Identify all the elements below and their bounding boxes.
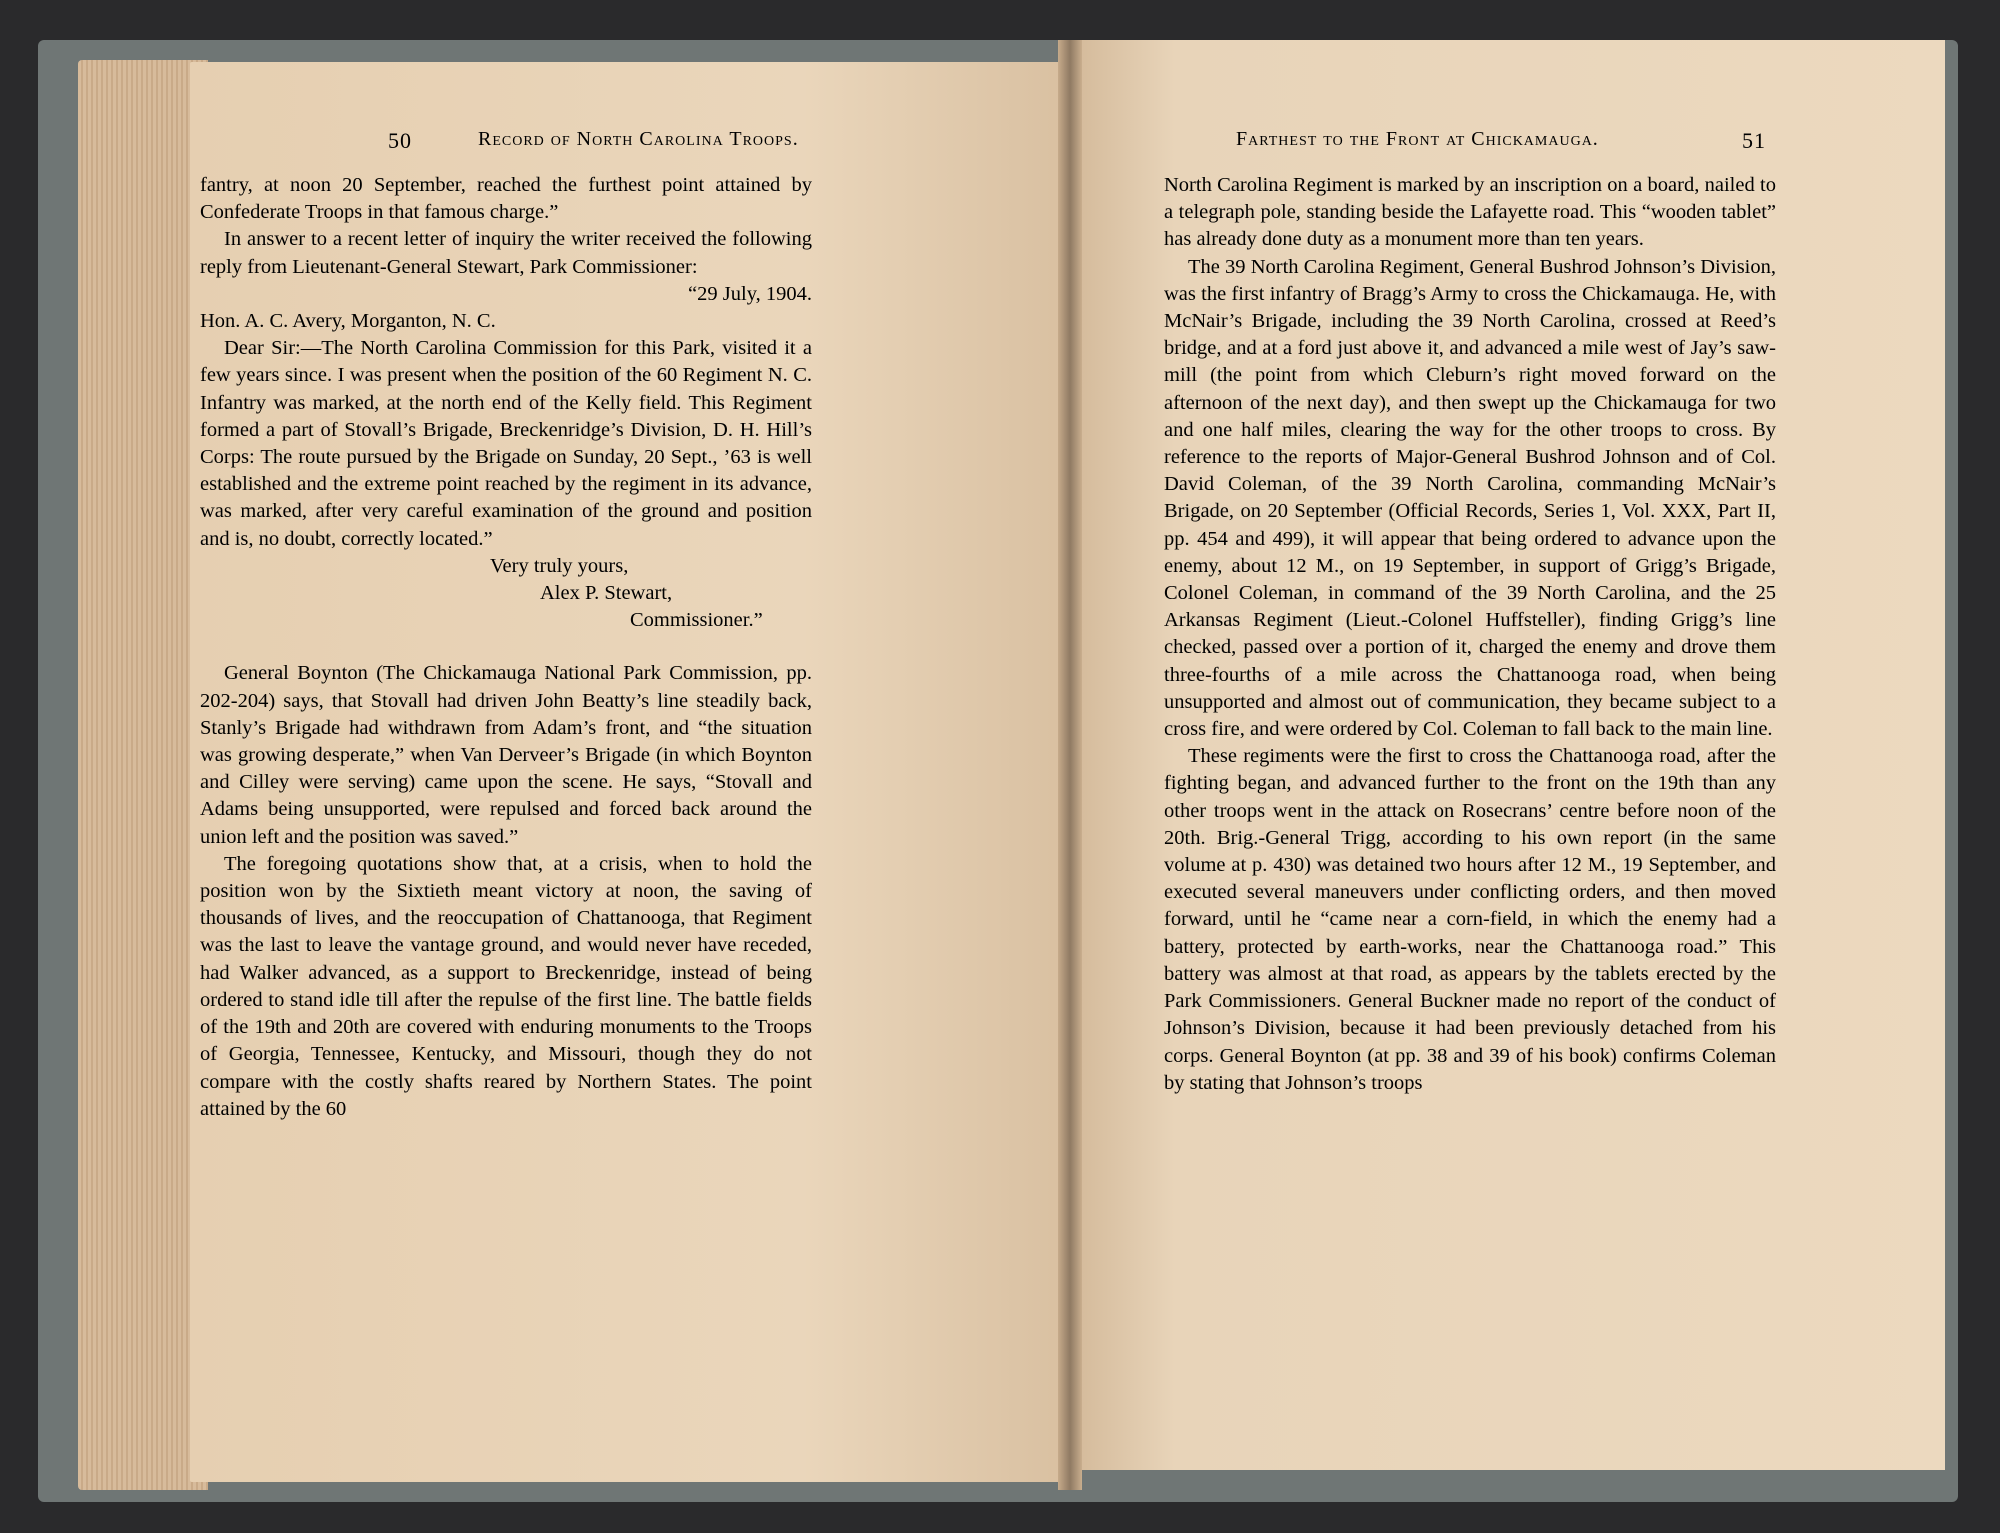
left-page-paragraph: fantry, at noon 20 September, reached the furthest point attained by Confederate Troops in that famous charge.” (200, 174, 812, 224)
gutter (1058, 40, 1082, 1490)
left-page-paragraph: “29 July, 1904. (688, 282, 812, 305)
right-page-number: 51 (1742, 128, 1766, 153)
left-page-paragraph: In answer to a recent letter of inquiry the writer received the following reply from Lieutenant-General Stewart, Park Commissioner: (200, 228, 812, 278)
left-page-paragraph: Very truly yours, (490, 554, 629, 577)
left-running-title: Record of North Carolina Troops. (478, 128, 799, 150)
right-page-paragraph: North Carolina Regiment is marked by an inscription on a board, nailed to a telegraph pole, standing beside the Lafayette road. This “wooden tablet” has already done duty as a monument more than ten years. (1164, 174, 1776, 251)
left-page-paragraph: The foregoing quotations show that, at a crisis, when to hold the position won by the Sixtieth meant victory at noon, the saving of thousands of lives, and the reoccupation of Chattanooga, that Regiment was the last to leave the vantage ground, and would never have receded, had Walker advanced, as a support to Breckenridge, instead of being ordered to stand idle till after the repulse of the first line. The battle fields of the 19th and 20th are covered with enduring monuments to the Troops of Georgia, Tennessee, Kentucky, and Missouri, though they do not compare with the costly shafts reared by Northern States. The point attained by the 60 (200, 852, 812, 1120)
left-page-paragraph: Hon. A. C. Avery, Morganton, N. C. (200, 310, 496, 333)
right-page-paragraph: The 39 North Carolina Regiment, General Bushrod Johnson’s Division, was the first infantry of Bragg’s Army to cross the Chickamauga. He, with McNair’s Brigade, including the 39 North Carolina, crossed at Reed’s bridge, and at a ford just above it, and advanced a mile west of Jay’s saw-mill (the point from which Cleburn’s right moved forward on the afternoon of the next day), and then swept up the Chickamauga for two and one half miles, clearing the way for the other troops to cross. By reference to the reports of Major-General Bushrod Johnson and of Col. David Coleman, of the 39 North Carolina, commanding McNair’s Brigade, on 20 September (Official Records, Series 1, Vol. XXX, Part II, pp. 454 and 499), it will appear that being ordered to advance upon the enemy, about 12 M., on 19 September, in support of Grigg’s Brigade, Colonel Coleman, in command of the 39 North Carolina, and the 25 Arkansas Regiment (Lieut.-Colonel Huffsteller), finding Grigg’s line checked, passed over a portion of it, charged the enemy and drove them three-fourths of a mile across the Chattanooga road, when being unsupported and almost out of communication, they became subject to a cross fire, and were ordered by Col. Coleman to fall back to the main line. (1164, 255, 1776, 741)
left-page-paragraph: General Boynton (The Chickamauga National Park Commission, pp. 202-204) says, that Stovall had driven John Beatty’s line steadily back, Stanly’s Brigade had withdrawn from Adam’s front, and “the situation was growing desperate,” when Van Derveer’s Brigade (in which Boynton and Cilley were serving) came upon the scene. He says, “Stovall and Adams being unsupported, were repulsed and forced back around the union left and the position was saved.” (200, 662, 812, 848)
left-page-paragraph: Dear Sir:—The North Carolina Commission for this Park, visited it a few years since. I was present when the position of the 60 Regiment N. C. Infantry was marked, at the north end of the Kelly field. This Regiment formed a part of Stovall’s Brigade, Breckenridge’s Division, D. H. Hill’s Corps: The route pursued by the Brigade on Sunday, 20 Sept., ’63 is well established and the extreme point reached by the regiment in its advance, was marked, after very careful examination of the ground and position and is, no doubt, correctly located.” (200, 337, 812, 550)
left-page-paragraph: Alex P. Stewart, (540, 582, 673, 605)
left-page-number: 50 (388, 128, 412, 153)
right-page-paragraph: These regiments were the first to cross the Chattanooga road, after the fighting began, and advanced further to the front on the 19th than any other troops went in the attack on Rosecrans’ centre before noon of the 20th. Brig.-General Trigg, according to his own report (in the same volume at p. 430) was detained two hours after 12 M., 19 September, and executed several maneuvers under conflicting orders, and then moved forward, until he “came near a corn-field, in which the enemy had a battery, protected by earth-works, near the Chattanooga road.” This battery was almost at that road, as appears by the tablets erected by the Park Commissioners. General Buckner made no report of the conduct of Johnson’s Division, because it had been previously detached from his corps. General Boynton (at pp. 38 and 39 of his book) confirms Coleman by stating that Johnson’s troops (1164, 745, 1776, 1094)
left-page-paragraph: Commissioner.” (630, 609, 763, 632)
left-page-paragraph (200, 634, 812, 660)
right-running-title: Farthest to the Front at Chickamauga. (1236, 128, 1599, 150)
page-edges (78, 60, 208, 1490)
right-body-text (1164, 172, 1776, 1097)
left-body-text (200, 172, 812, 1123)
